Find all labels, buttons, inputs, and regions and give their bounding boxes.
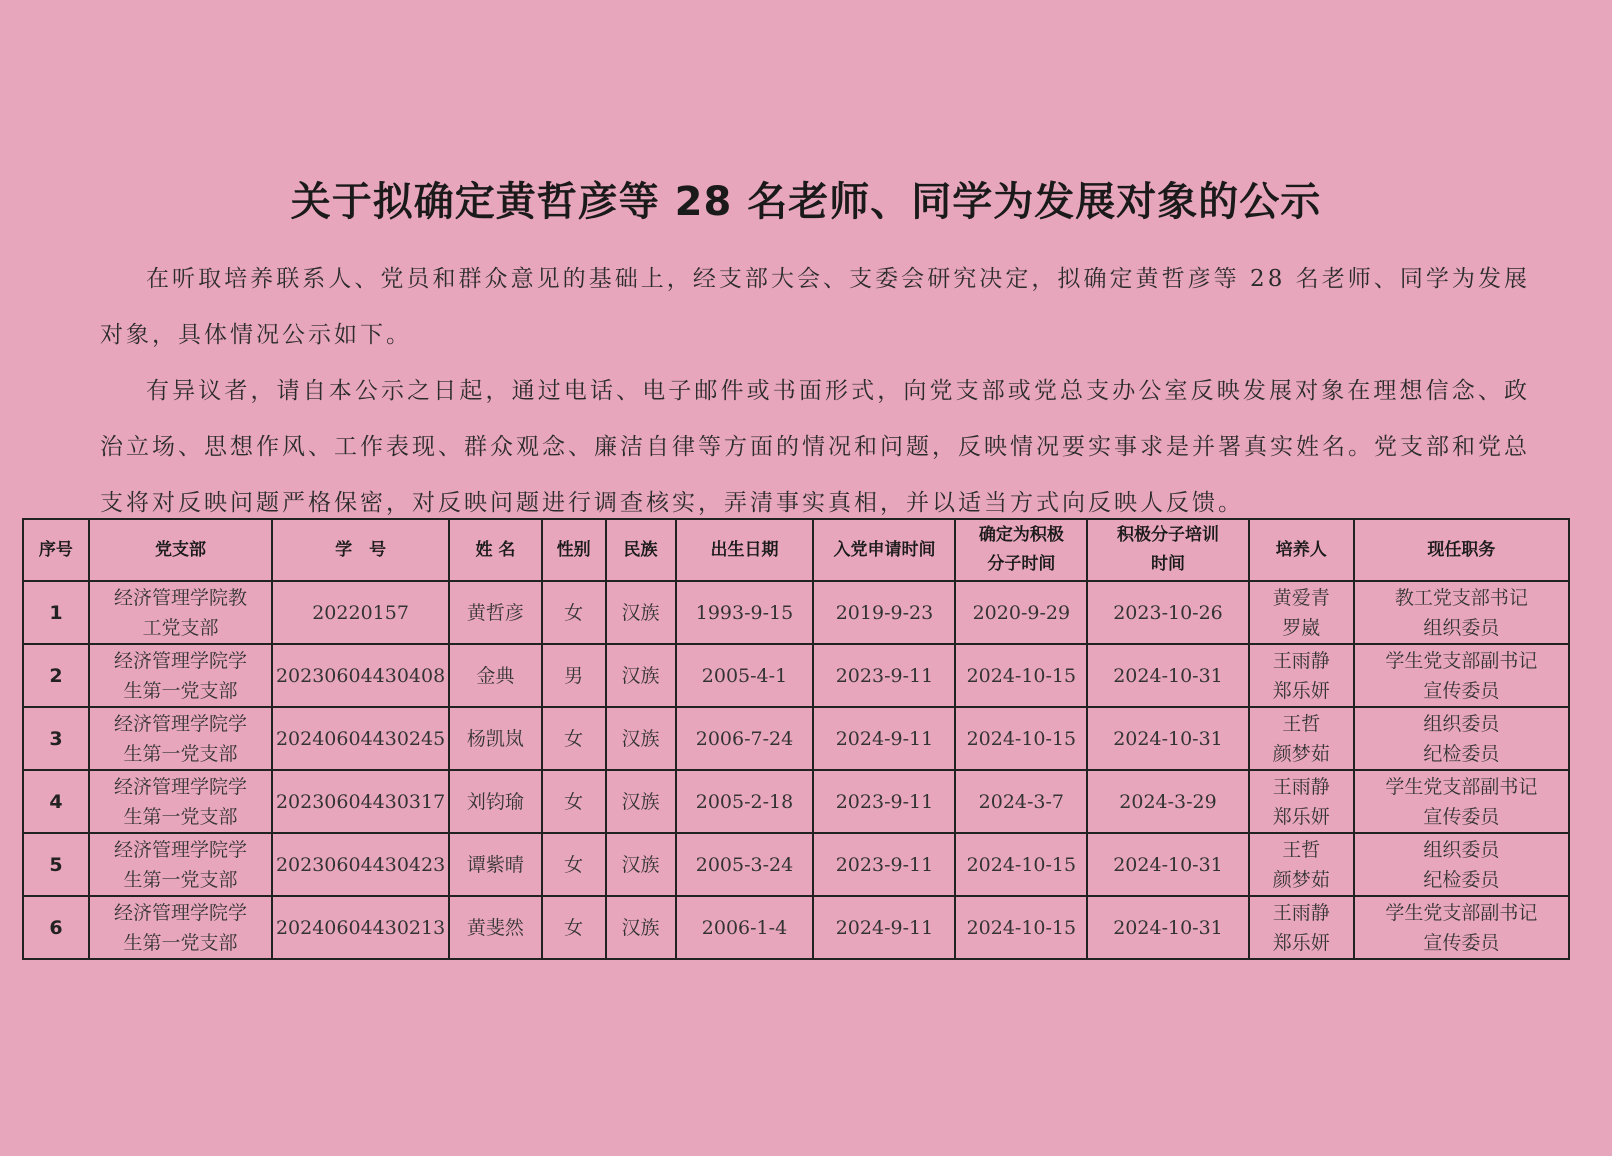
cell-birth-date: 2005-4-1 bbox=[676, 644, 814, 707]
cell-name: 黄斐然 bbox=[449, 896, 542, 959]
cell-ethnicity: 汉族 bbox=[606, 644, 676, 707]
cell-activist-date: 2024-10-15 bbox=[955, 644, 1087, 707]
cell-gender: 女 bbox=[542, 707, 606, 770]
cell-mentors: 黄爱青 罗崴 bbox=[1249, 581, 1354, 644]
cell-training-date: 2023-10-26 bbox=[1087, 581, 1249, 644]
intro-paragraph: 在听取培养联系人、党员和群众意见的基础上，经支部大会、支委会研究决定，拟确定黄哲彦等 28 名老师、同学为发展对象，具体情况公示如下。 bbox=[100, 266, 1530, 348]
table-header-row bbox=[23, 519, 1569, 581]
cell-gender: 女 bbox=[542, 770, 606, 833]
header-position: 现任职务 bbox=[1354, 519, 1569, 581]
cell-no: 4 bbox=[23, 770, 89, 833]
cell-no: 2 bbox=[23, 644, 89, 707]
header-training-date: 积极分子培训 时间 bbox=[1087, 519, 1249, 581]
cell-branch: 经济管理学院学 生第一党支部 bbox=[89, 833, 272, 896]
table-row bbox=[23, 833, 1569, 896]
page-title: 关于拟确定黄哲彦等 28 名老师、同学为发展对象的公示 bbox=[290, 179, 1322, 225]
cell-position: 组织委员 纪检委员 bbox=[1354, 707, 1569, 770]
cell-mentors: 王雨静 郑乐妍 bbox=[1249, 896, 1354, 959]
cell-branch: 经济管理学院学 生第一党支部 bbox=[89, 644, 272, 707]
cell-application-date: 2023-9-11 bbox=[813, 833, 955, 896]
cell-position: 学生党支部副书记 宣传委员 bbox=[1354, 644, 1569, 707]
header-gender: 性别 bbox=[542, 519, 606, 581]
cell-no: 1 bbox=[23, 581, 89, 644]
cell-gender: 女 bbox=[542, 581, 606, 644]
header-name: 姓 名 bbox=[449, 519, 542, 581]
cell-birth-date: 2005-2-18 bbox=[676, 770, 814, 833]
header-activist-date: 确定为积极 分子时间 bbox=[955, 519, 1087, 581]
cell-activist-date: 2024-3-7 bbox=[955, 770, 1087, 833]
table-row bbox=[23, 581, 1569, 644]
cell-student-id: 20230604430408 bbox=[272, 644, 449, 707]
cell-application-date: 2024-9-11 bbox=[813, 896, 955, 959]
cell-mentors: 王哲 颜梦茹 bbox=[1249, 833, 1354, 896]
cell-activist-date: 2020-9-29 bbox=[955, 581, 1087, 644]
cell-student-id: 20220157 bbox=[272, 581, 449, 644]
cell-branch: 经济管理学院学 生第一党支部 bbox=[89, 770, 272, 833]
cell-student-id: 20230604430423 bbox=[272, 833, 449, 896]
cell-branch: 经济管理学院学 生第一党支部 bbox=[89, 707, 272, 770]
table-row bbox=[23, 770, 1569, 833]
cell-student-id: 20230604430317 bbox=[272, 770, 449, 833]
cell-birth-date: 1993-9-15 bbox=[676, 581, 814, 644]
cell-mentors: 王雨静 郑乐妍 bbox=[1249, 644, 1354, 707]
cell-application-date: 2023-9-11 bbox=[813, 770, 955, 833]
cell-gender: 男 bbox=[542, 644, 606, 707]
header-mentors: 培养人 bbox=[1249, 519, 1354, 581]
cell-name: 黄哲彦 bbox=[449, 581, 542, 644]
cell-mentors: 王雨静 郑乐妍 bbox=[1249, 770, 1354, 833]
cell-branch: 经济管理学院学 生第一党支部 bbox=[89, 896, 272, 959]
cell-mentors: 王哲 颜梦茹 bbox=[1249, 707, 1354, 770]
cell-name: 金典 bbox=[449, 644, 542, 707]
table-row bbox=[23, 644, 1569, 707]
cell-no: 5 bbox=[23, 833, 89, 896]
cell-name: 杨凯岚 bbox=[449, 707, 542, 770]
cell-activist-date: 2024-10-15 bbox=[955, 707, 1087, 770]
cell-application-date: 2023-9-11 bbox=[813, 644, 955, 707]
cell-birth-date: 2006-7-24 bbox=[676, 707, 814, 770]
cell-name: 刘钧瑜 bbox=[449, 770, 542, 833]
cell-ethnicity: 汉族 bbox=[606, 581, 676, 644]
cell-activist-date: 2024-10-15 bbox=[955, 896, 1087, 959]
cell-position: 教工党支部书记 组织委员 bbox=[1354, 581, 1569, 644]
cell-activist-date: 2024-10-15 bbox=[955, 833, 1087, 896]
table-row bbox=[23, 896, 1569, 959]
cell-application-date: 2024-9-11 bbox=[813, 707, 955, 770]
cell-position: 学生党支部副书记 宣传委员 bbox=[1354, 770, 1569, 833]
header-application-date: 入党申请时间 bbox=[813, 519, 955, 581]
objection-paragraph: 有异议者，请自本公示之日起，通过电话、电子邮件或书面形式，向党支部或党总支办公室反映发展对象在理想信念、政治立场、思想作风、工作表现、群众观念、廉洁自律等方面的情况和问题，反映情况要实事求是并署真实姓名。党支部和党总支将对反映问题严格保密，对反映问题进行调查核实，弄清事实真相，并以适当方式向反映人反馈。 bbox=[100, 378, 1530, 516]
cell-gender: 女 bbox=[542, 833, 606, 896]
cell-ethnicity: 汉族 bbox=[606, 833, 676, 896]
cell-ethnicity: 汉族 bbox=[606, 770, 676, 833]
header-no: 序号 bbox=[23, 519, 89, 581]
cell-training-date: 2024-10-31 bbox=[1087, 644, 1249, 707]
cell-ethnicity: 汉族 bbox=[606, 896, 676, 959]
cell-position: 组织委员 纪检委员 bbox=[1354, 833, 1569, 896]
cell-student-id: 20240604430213 bbox=[272, 896, 449, 959]
table-row bbox=[23, 707, 1569, 770]
cell-student-id: 20240604430245 bbox=[272, 707, 449, 770]
header-birth-date: 出生日期 bbox=[676, 519, 814, 581]
header-student-id: 学 号 bbox=[272, 519, 449, 581]
cell-position: 学生党支部副书记 宣传委员 bbox=[1354, 896, 1569, 959]
cell-training-date: 2024-10-31 bbox=[1087, 896, 1249, 959]
cell-birth-date: 2005-3-24 bbox=[676, 833, 814, 896]
cell-name: 谭紫晴 bbox=[449, 833, 542, 896]
cell-gender: 女 bbox=[542, 896, 606, 959]
cell-training-date: 2024-10-31 bbox=[1087, 833, 1249, 896]
cell-no: 3 bbox=[23, 707, 89, 770]
cell-ethnicity: 汉族 bbox=[606, 707, 676, 770]
cell-branch: 经济管理学院教 工党支部 bbox=[89, 581, 272, 644]
cell-no: 6 bbox=[23, 896, 89, 959]
header-ethnicity: 民族 bbox=[606, 519, 676, 581]
cell-birth-date: 2006-1-4 bbox=[676, 896, 814, 959]
cell-application-date: 2019-9-23 bbox=[813, 581, 955, 644]
cell-training-date: 2024-10-31 bbox=[1087, 707, 1249, 770]
cell-training-date: 2024-3-29 bbox=[1087, 770, 1249, 833]
header-branch: 党支部 bbox=[89, 519, 272, 581]
candidate-table bbox=[22, 518, 1570, 960]
